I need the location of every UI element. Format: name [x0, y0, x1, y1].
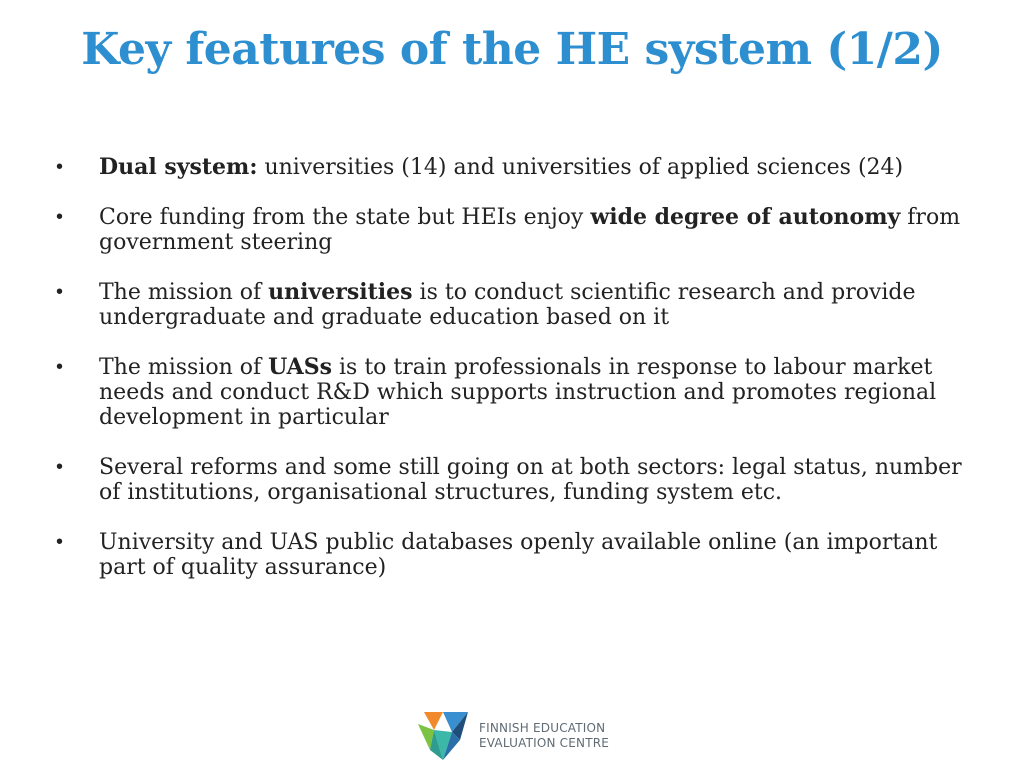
- bullet-text: The mission of: [99, 355, 269, 380]
- bullet-text: from government steering: [99, 205, 961, 255]
- bullet-item: [56, 205, 986, 255]
- bullet-text: Core funding from the state but HEIs enjoy: [99, 205, 591, 230]
- bullet-item: [56, 155, 986, 180]
- bullet-bold-text: universities: [268, 279, 413, 305]
- bullet-marker: •: [56, 531, 64, 553]
- bullet-text: is to conduct scientific research and provide undergraduate and graduate education based on it: [99, 280, 916, 330]
- bullet-text: universities (14) and universities of applied sciences (24): [257, 155, 904, 180]
- bullet-bold-text: Dual system:: [99, 154, 258, 180]
- logo-text: [479, 721, 609, 751]
- bullet-item: [56, 530, 986, 580]
- bullet-item: [56, 455, 986, 505]
- bullet-text: The mission of: [99, 280, 269, 305]
- bullet-marker: •: [56, 281, 64, 303]
- page-title: Key features of the HE system (1/2): [81, 24, 943, 75]
- logo: [416, 710, 609, 762]
- bullet-bold-text: UASs: [268, 354, 333, 380]
- triangle-logo-icon: [416, 710, 470, 762]
- logo-line-1: FINNISH EDUCATION: [479, 721, 606, 735]
- bullet-marker: •: [56, 206, 64, 228]
- bullet-marker: •: [56, 456, 64, 478]
- bullet-text: Several reforms and some still going on at both sectors: legal status, number of institutions, organisational structures, funding system etc.: [99, 455, 962, 505]
- bullet-item: [56, 280, 986, 330]
- bullet-text: University and UAS public databases openly available online (an important part of quality assurance): [99, 530, 938, 580]
- bullet-bold-text: wide degree of autonomy: [590, 204, 901, 230]
- bullet-marker: •: [56, 356, 64, 378]
- bullet-marker: •: [56, 156, 64, 178]
- logo-line-2: EVALUATION CENTRE: [479, 736, 610, 750]
- bullet-item: [56, 355, 986, 430]
- bullet-text: is to train professionals in response to labour market needs and conduct R&D which supports instruction and promotes regional development in particular: [99, 355, 937, 430]
- bullet-list: [56, 155, 986, 605]
